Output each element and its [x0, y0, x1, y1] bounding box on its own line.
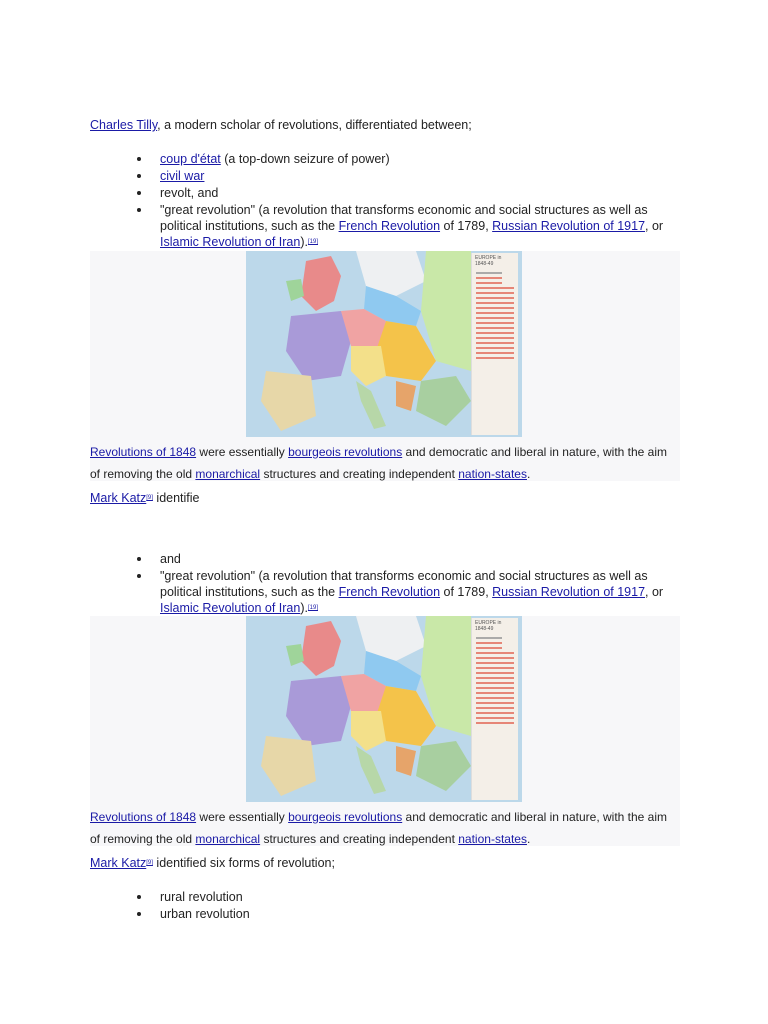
link-russian-revolution[interactable]: Russian Revolution of 1917: [492, 219, 646, 233]
list-item-text: (a top-down seizure of power): [220, 152, 390, 166]
legend-line: [476, 657, 514, 659]
map-legend: [471, 253, 518, 435]
reference-link[interactable]: [19]: [307, 605, 318, 611]
tilly-list: [90, 151, 680, 250]
legend-line: [476, 332, 514, 334]
list-item: [90, 551, 680, 567]
legend-line: [476, 722, 514, 724]
link-nation-states[interactable]: nation-states: [458, 467, 527, 481]
revolution-forms-list: [90, 889, 680, 922]
link-monarchical[interactable]: monarchical: [195, 832, 261, 846]
list-item: [90, 168, 680, 184]
list-item: [90, 202, 680, 250]
reference-link[interactable]: [19]: [307, 239, 318, 245]
legend-line: [476, 712, 514, 714]
map-image: [246, 251, 522, 437]
caption-text: and democratic and liberal in nature, with the aim of removing the old: [90, 445, 668, 481]
katz-intro: [90, 490, 200, 506]
figure-caption: [90, 441, 680, 485]
legend-line: [476, 672, 514, 674]
list-item: [90, 568, 680, 616]
tilly-intro: [90, 117, 472, 133]
caption-text: and democratic and liberal in nature, with the aim of removing the old: [90, 810, 668, 846]
legend-line: [476, 272, 502, 274]
legend-line: [476, 687, 514, 689]
legend-line: [476, 317, 514, 319]
tilly-intro-text: , a modern scholar of revolutions, differentiated between;: [157, 118, 472, 132]
legend-line: [476, 677, 514, 679]
legend-line: [476, 327, 514, 329]
legend-line: [476, 352, 514, 354]
list-item-text: , or: [645, 219, 664, 233]
legend-line: [476, 307, 514, 309]
legend-line: [476, 717, 514, 719]
legend-line: [476, 322, 514, 324]
list-item: [90, 889, 680, 905]
list-item: [90, 906, 680, 922]
map-legend: [471, 618, 518, 800]
legend-line: [476, 697, 514, 699]
caption-text: structures and creating independent: [260, 467, 459, 481]
caption-text: structures and creating independent: [260, 832, 459, 846]
list-item-text: ).: [300, 235, 308, 249]
legend-line: [476, 282, 502, 284]
legend-line: [476, 642, 502, 644]
link-russian-revolution[interactable]: Russian Revolution of 1917: [492, 585, 646, 599]
link-monarchical[interactable]: monarchical: [195, 467, 261, 481]
map-legend-title: EUROPE in 1848-49: [475, 620, 502, 632]
katz-intro-text: identified six forms of revolution;: [152, 856, 335, 870]
katz-intro-text: identifie: [152, 491, 200, 505]
figure-map: [90, 251, 680, 481]
list-item-text: of 1789,: [440, 585, 493, 599]
legend-line: [476, 662, 514, 664]
list-item-text: rural revolution: [160, 890, 243, 904]
link-bourgeois-revolutions[interactable]: bourgeois revolutions: [288, 810, 403, 824]
legend-line: [476, 292, 514, 294]
list-item-text: , or: [645, 585, 664, 599]
link-nation-states[interactable]: nation-states: [458, 832, 527, 846]
tilly-list-repeat: [90, 551, 680, 616]
legend-line: [476, 647, 502, 649]
legend-line: [476, 637, 502, 639]
legend-line: [476, 337, 514, 339]
caption-text: were essentially: [196, 810, 289, 824]
legend-line: [476, 302, 514, 304]
reference-link[interactable]: [9]: [146, 495, 153, 501]
link-mark-katz[interactable]: Mark Katz: [90, 856, 147, 870]
legend-line: [476, 287, 514, 289]
caption-text: .: [526, 832, 531, 846]
link-charles-tilly[interactable]: Charles Tilly: [90, 118, 158, 132]
link-french-revolution[interactable]: French Revolution: [338, 219, 441, 233]
legend-line: [476, 297, 514, 299]
link-coup-detat[interactable]: coup d'état: [160, 152, 221, 166]
figure-map: [90, 616, 680, 846]
link-revolutions-1848[interactable]: Revolutions of 1848: [90, 810, 197, 824]
list-item: [90, 185, 680, 201]
link-islamic-revolution[interactable]: Islamic Revolution of Iran: [160, 235, 301, 249]
list-item-text: "great revolution" (a revolution that transforms economic and social structures as well as political institutions, such as the: [160, 569, 648, 599]
link-french-revolution[interactable]: French Revolution: [338, 585, 441, 599]
legend-line: [476, 652, 514, 654]
map-legend-title: EUROPE in 1848-49: [475, 255, 502, 267]
list-item: [90, 151, 680, 167]
link-bourgeois-revolutions[interactable]: bourgeois revolutions: [288, 445, 403, 459]
link-mark-katz[interactable]: Mark Katz: [90, 491, 147, 505]
legend-line: [476, 692, 514, 694]
legend-line: [476, 707, 514, 709]
legend-line: [476, 312, 514, 314]
legend-line: [476, 702, 514, 704]
legend-line: [476, 347, 514, 349]
list-item-text: and: [160, 552, 181, 566]
caption-text: .: [526, 467, 531, 481]
link-islamic-revolution[interactable]: Islamic Revolution of Iran: [160, 601, 301, 615]
legend-line: [476, 682, 514, 684]
list-item-text: revolt, and: [160, 186, 219, 200]
legend-line: [476, 342, 514, 344]
map-image: [246, 616, 522, 802]
list-item-text: urban revolution: [160, 907, 250, 921]
katz-intro: [90, 855, 335, 871]
legend-line: [476, 357, 514, 359]
list-item-text: "great revolution" (a revolution that transforms economic and social structures as well as political institutions, such as the: [160, 203, 648, 233]
caption-text: were essentially: [196, 445, 289, 459]
list-item-text: of 1789,: [440, 219, 493, 233]
reference-link[interactable]: [9]: [146, 860, 153, 866]
legend-line: [476, 277, 502, 279]
link-revolutions-1848[interactable]: Revolutions of 1848: [90, 445, 197, 459]
link-civil-war[interactable]: civil war: [160, 169, 205, 183]
list-item-text: ).: [300, 601, 308, 615]
figure-caption: [90, 806, 680, 850]
legend-line: [476, 667, 514, 669]
